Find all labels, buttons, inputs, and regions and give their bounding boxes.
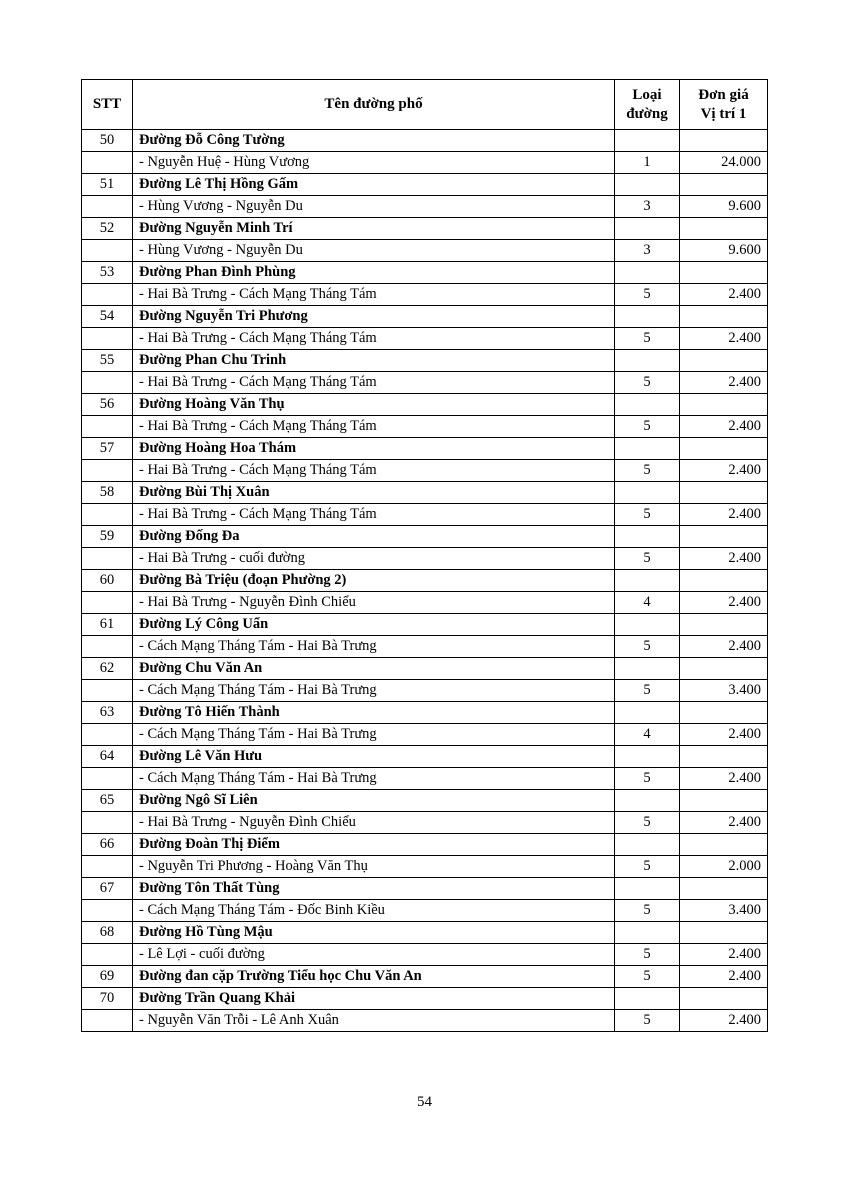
- road-type-empty: [615, 350, 680, 372]
- unit-price: 2.400: [680, 966, 768, 988]
- header-name: Tên đường phố: [133, 80, 615, 130]
- table-row-street: [82, 482, 768, 504]
- road-type-empty: [615, 218, 680, 240]
- road-type: 5: [615, 966, 680, 988]
- road-type: 5: [615, 416, 680, 438]
- street-name: Đường Đống Đa: [133, 526, 615, 548]
- table-row-street: [82, 702, 768, 724]
- street-name: Đường Lê Văn Hưu: [133, 746, 615, 768]
- road-type: 3: [615, 196, 680, 218]
- table-row-street: [82, 878, 768, 900]
- row-stt: 66: [82, 834, 133, 856]
- row-stt: 59: [82, 526, 133, 548]
- unit-price-empty: [680, 262, 768, 284]
- table-row-street: [82, 988, 768, 1010]
- table-row-segment: [82, 548, 768, 570]
- road-type-empty: [615, 878, 680, 900]
- table-row-segment: [82, 460, 768, 482]
- row-stt: 68: [82, 922, 133, 944]
- street-segment: - Nguyễn Huệ - Hùng Vương: [133, 152, 615, 174]
- street-segment: - Nguyễn Văn Trỗi - Lê Anh Xuân: [133, 1010, 615, 1032]
- table-row-street: [82, 306, 768, 328]
- row-stt-empty: [82, 900, 133, 922]
- table-row-segment: [82, 240, 768, 262]
- row-stt: 65: [82, 790, 133, 812]
- row-stt-empty: [82, 680, 133, 702]
- table-row-street: [82, 570, 768, 592]
- street-name: Đường Chu Văn An: [133, 658, 615, 680]
- unit-price-empty: [680, 922, 768, 944]
- table-row-street: [82, 174, 768, 196]
- table-row-street: [82, 350, 768, 372]
- header-price-line2: Vị trí 1: [700, 105, 747, 122]
- row-stt: 64: [82, 746, 133, 768]
- row-stt-empty: [82, 328, 133, 350]
- road-type-empty: [615, 834, 680, 856]
- street-name: Đường Hoàng Văn Thụ: [133, 394, 615, 416]
- row-stt-empty: [82, 812, 133, 834]
- table-row-segment: [82, 768, 768, 790]
- table-row-segment: [82, 416, 768, 438]
- road-type-empty: [615, 614, 680, 636]
- unit-price-empty: [680, 130, 768, 152]
- table-row-segment: [82, 372, 768, 394]
- price-table: [81, 79, 768, 1032]
- row-stt-empty: [82, 240, 133, 262]
- header-type-line2: đường: [626, 105, 668, 122]
- unit-price-empty: [680, 482, 768, 504]
- street-name: Đường Hoàng Hoa Thám: [133, 438, 615, 460]
- row-stt-empty: [82, 284, 133, 306]
- row-stt-empty: [82, 460, 133, 482]
- road-type: 1: [615, 152, 680, 174]
- unit-price-empty: [680, 878, 768, 900]
- road-type: 5: [615, 460, 680, 482]
- unit-price-empty: [680, 350, 768, 372]
- table-row-segment: [82, 812, 768, 834]
- street-segment: - Hai Bà Trưng - Cách Mạng Tháng Tám: [133, 328, 615, 350]
- road-type-empty: [615, 702, 680, 724]
- row-stt: 58: [82, 482, 133, 504]
- row-stt: 62: [82, 658, 133, 680]
- unit-price: 9.600: [680, 240, 768, 262]
- street-name: Đường Nguyễn Tri Phương: [133, 306, 615, 328]
- unit-price: 2.400: [680, 548, 768, 570]
- row-stt: 55: [82, 350, 133, 372]
- table-row-segment: [82, 328, 768, 350]
- unit-price: 2.400: [680, 284, 768, 306]
- road-type: 5: [615, 636, 680, 658]
- header-type: [615, 80, 680, 130]
- unit-price-empty: [680, 438, 768, 460]
- unit-price-empty: [680, 614, 768, 636]
- road-type: 5: [615, 284, 680, 306]
- unit-price: 2.400: [680, 812, 768, 834]
- row-stt-empty: [82, 636, 133, 658]
- street-segment: - Hai Bà Trưng - Cách Mạng Tháng Tám: [133, 504, 615, 526]
- unit-price: 2.400: [680, 724, 768, 746]
- road-type-empty: [615, 174, 680, 196]
- road-type: 5: [615, 900, 680, 922]
- street-segment: - Hai Bà Trưng - Cách Mạng Tháng Tám: [133, 372, 615, 394]
- street-segment: - Hai Bà Trưng - Cách Mạng Tháng Tám: [133, 460, 615, 482]
- row-stt-empty: [82, 152, 133, 174]
- unit-price: 2.400: [680, 328, 768, 350]
- unit-price: 3.400: [680, 900, 768, 922]
- row-stt: 67: [82, 878, 133, 900]
- road-type: 5: [615, 856, 680, 878]
- road-type: 5: [615, 372, 680, 394]
- row-stt: 57: [82, 438, 133, 460]
- unit-price-empty: [680, 746, 768, 768]
- row-stt-empty: [82, 372, 133, 394]
- table-row-street: [82, 394, 768, 416]
- street-name: Đường Lý Công Uẩn: [133, 614, 615, 636]
- unit-price-empty: [680, 174, 768, 196]
- table-row-street: [82, 966, 768, 988]
- table-row-street: [82, 130, 768, 152]
- road-type: 5: [615, 328, 680, 350]
- road-type-empty: [615, 306, 680, 328]
- row-stt: 53: [82, 262, 133, 284]
- street-name: Đường Phan Chu Trinh: [133, 350, 615, 372]
- row-stt-empty: [82, 196, 133, 218]
- street-name: Đường Bùi Thị Xuân: [133, 482, 615, 504]
- header-price: [680, 80, 768, 130]
- row-stt-empty: [82, 856, 133, 878]
- row-stt-empty: [82, 504, 133, 526]
- street-name: Đường Phan Đình Phùng: [133, 262, 615, 284]
- table-row-segment: [82, 284, 768, 306]
- street-segment: - Cách Mạng Tháng Tám - Đốc Binh Kiều: [133, 900, 615, 922]
- street-segment: - Hai Bà Trưng - cuối đường: [133, 548, 615, 570]
- table-row-segment: [82, 944, 768, 966]
- street-name: Đường đan cặp Trường Tiểu học Chu Văn An: [133, 966, 615, 988]
- row-stt-empty: [82, 592, 133, 614]
- road-type-empty: [615, 438, 680, 460]
- street-name: Đường Ngô Sĩ Liên: [133, 790, 615, 812]
- unit-price: 9.600: [680, 196, 768, 218]
- unit-price: 2.400: [680, 504, 768, 526]
- header-price-line1: Đơn giá: [698, 86, 749, 103]
- road-type: 5: [615, 768, 680, 790]
- unit-price: 2.400: [680, 592, 768, 614]
- unit-price: 3.400: [680, 680, 768, 702]
- road-type: 4: [615, 724, 680, 746]
- road-type-empty: [615, 394, 680, 416]
- table-row-segment: [82, 152, 768, 174]
- unit-price: 24.000: [680, 152, 768, 174]
- street-segment: - Hai Bà Trưng - Nguyễn Đình Chiểu: [133, 812, 615, 834]
- unit-price: 2.400: [680, 416, 768, 438]
- table-row-segment: [82, 856, 768, 878]
- row-stt: 54: [82, 306, 133, 328]
- unit-price-empty: [680, 834, 768, 856]
- row-stt: 61: [82, 614, 133, 636]
- street-segment: - Cách Mạng Tháng Tám - Hai Bà Trưng: [133, 680, 615, 702]
- unit-price-empty: [680, 570, 768, 592]
- road-type-empty: [615, 658, 680, 680]
- unit-price: 2.400: [680, 944, 768, 966]
- unit-price-empty: [680, 526, 768, 548]
- table-row-segment: [82, 680, 768, 702]
- street-name: Đường Hồ Tùng Mậu: [133, 922, 615, 944]
- table-row-segment: [82, 636, 768, 658]
- table-row-segment: [82, 900, 768, 922]
- unit-price-empty: [680, 218, 768, 240]
- road-type-empty: [615, 988, 680, 1010]
- row-stt: 63: [82, 702, 133, 724]
- row-stt-empty: [82, 416, 133, 438]
- street-segment: - Hai Bà Trưng - Nguyễn Đình Chiểu: [133, 592, 615, 614]
- unit-price-empty: [680, 702, 768, 724]
- row-stt-empty: [82, 768, 133, 790]
- road-type-empty: [615, 922, 680, 944]
- road-type-empty: [615, 130, 680, 152]
- unit-price-empty: [680, 988, 768, 1010]
- row-stt-empty: [82, 1010, 133, 1032]
- row-stt: 70: [82, 988, 133, 1010]
- row-stt: 60: [82, 570, 133, 592]
- header-type-line1: Loại: [632, 86, 662, 103]
- road-type: 5: [615, 504, 680, 526]
- unit-price-empty: [680, 790, 768, 812]
- road-type: 5: [615, 680, 680, 702]
- road-type-empty: [615, 570, 680, 592]
- table-row-segment: [82, 592, 768, 614]
- street-name: Đường Nguyễn Minh Trí: [133, 218, 615, 240]
- table-row-street: [82, 658, 768, 680]
- table-row-segment: [82, 504, 768, 526]
- table-row-segment: [82, 196, 768, 218]
- road-type: 5: [615, 944, 680, 966]
- road-type-empty: [615, 746, 680, 768]
- row-stt: 56: [82, 394, 133, 416]
- table-header: [82, 80, 768, 130]
- table-row-street: [82, 526, 768, 548]
- table-row-street: [82, 922, 768, 944]
- table-row-segment: [82, 1010, 768, 1032]
- street-segment: - Cách Mạng Tháng Tám - Hai Bà Trưng: [133, 768, 615, 790]
- street-segment: - Cách Mạng Tháng Tám - Hai Bà Trưng: [133, 724, 615, 746]
- unit-price: 2.000: [680, 856, 768, 878]
- row-stt: 52: [82, 218, 133, 240]
- unit-price: 2.400: [680, 636, 768, 658]
- street-name: Đường Đoàn Thị Điểm: [133, 834, 615, 856]
- street-segment: - Cách Mạng Tháng Tám - Hai Bà Trưng: [133, 636, 615, 658]
- street-segment: - Nguyễn Tri Phương - Hoàng Văn Thụ: [133, 856, 615, 878]
- table-row-street: [82, 834, 768, 856]
- row-stt-empty: [82, 548, 133, 570]
- street-name: Đường Đỗ Công Tường: [133, 130, 615, 152]
- street-name: Đường Bà Triệu (đoạn Phường 2): [133, 570, 615, 592]
- table-row-street: [82, 746, 768, 768]
- road-type: 5: [615, 1010, 680, 1032]
- unit-price: 2.400: [680, 460, 768, 482]
- row-stt-empty: [82, 724, 133, 746]
- street-segment: - Hai Bà Trưng - Cách Mạng Tháng Tám: [133, 284, 615, 306]
- street-name: Đường Lê Thị Hồng Gấm: [133, 174, 615, 196]
- unit-price-empty: [680, 394, 768, 416]
- row-stt-empty: [82, 944, 133, 966]
- table-row-street: [82, 262, 768, 284]
- unit-price: 2.400: [680, 372, 768, 394]
- table-body: [82, 130, 768, 1032]
- street-name: Đường Tô Hiến Thành: [133, 702, 615, 724]
- header-stt: STT: [82, 80, 133, 130]
- table-row-street: [82, 438, 768, 460]
- street-segment: - Hai Bà Trưng - Cách Mạng Tháng Tám: [133, 416, 615, 438]
- table-row-segment: [82, 724, 768, 746]
- unit-price: 2.400: [680, 1010, 768, 1032]
- street-segment: - Hùng Vương - Nguyễn Du: [133, 196, 615, 218]
- table-row-street: [82, 218, 768, 240]
- road-type: 4: [615, 592, 680, 614]
- street-segment: - Hùng Vương - Nguyễn Du: [133, 240, 615, 262]
- table-row-street: [82, 614, 768, 636]
- row-stt: 51: [82, 174, 133, 196]
- road-type: 3: [615, 240, 680, 262]
- street-name: Đường Trần Quang Khải: [133, 988, 615, 1010]
- street-segment: - Lê Lợi - cuối đường: [133, 944, 615, 966]
- street-name: Đường Tôn Thất Tùng: [133, 878, 615, 900]
- road-type-empty: [615, 482, 680, 504]
- road-type: 5: [615, 812, 680, 834]
- page-number: 54: [417, 1094, 432, 1110]
- road-type-empty: [615, 526, 680, 548]
- row-stt: 50: [82, 130, 133, 152]
- road-type: 5: [615, 548, 680, 570]
- road-type-empty: [615, 790, 680, 812]
- table-row-street: [82, 790, 768, 812]
- unit-price: 2.400: [680, 768, 768, 790]
- unit-price-empty: [680, 658, 768, 680]
- row-stt: 69: [82, 966, 133, 988]
- unit-price-empty: [680, 306, 768, 328]
- road-type-empty: [615, 262, 680, 284]
